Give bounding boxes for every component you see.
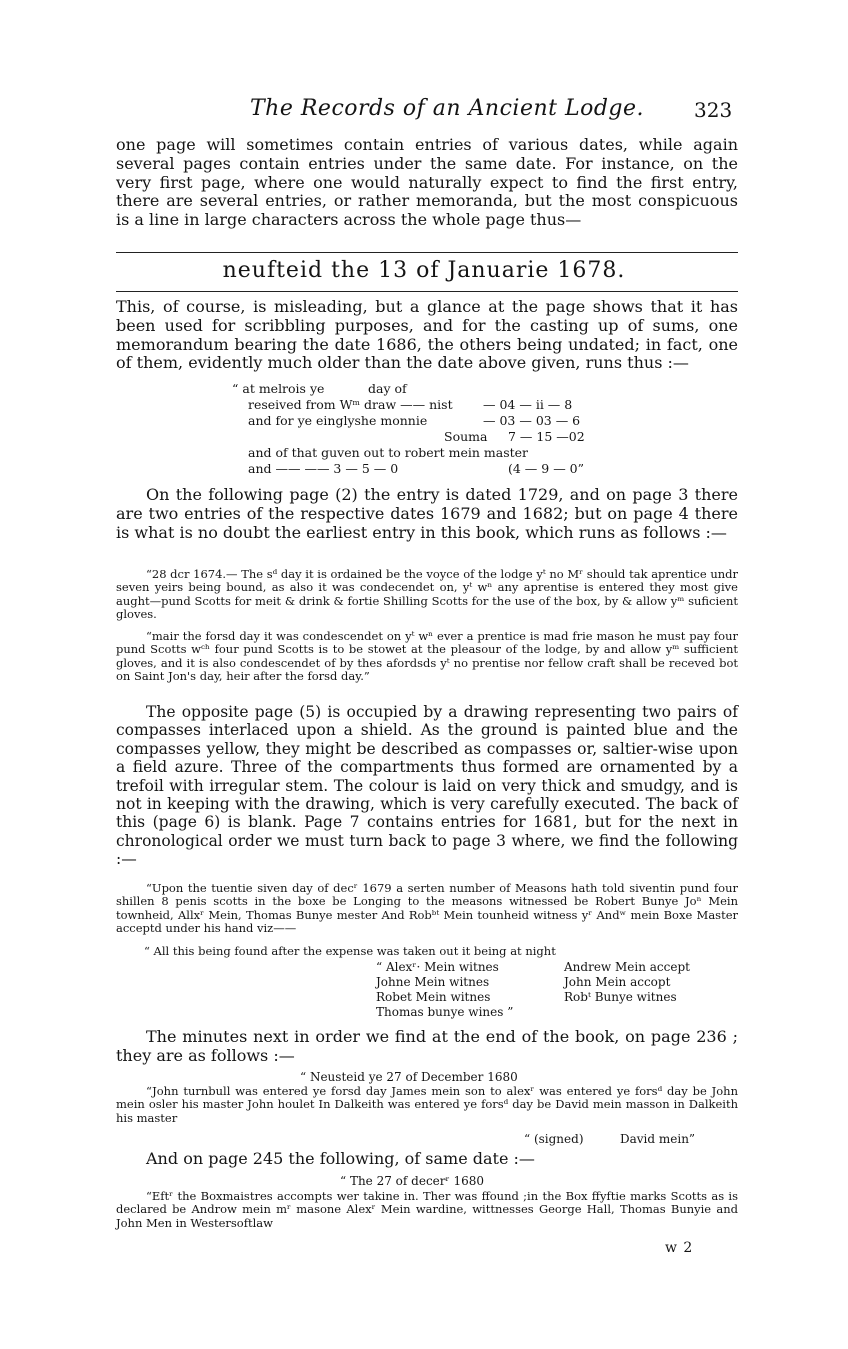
memo-line: Souma bbox=[444, 429, 488, 444]
quote-1680-body: “John turnbull was entered ye forsd day James mein son to alexʳ was entered ye forsᵈ day be John mein osler his master John houlet In Dalkeith was entered ye forsᵈ day be David mein masson in Dalkeith his master bbox=[116, 1084, 738, 1125]
quote-decer-body: “Eftʳ the Boxmaistres accompts wer takine in. Ther was ffound ;in the Box ffyftie marks Scotts as is declared be Androw mein mʳ masone Alexʳ Mein wardine, wittnesses George Hall, Thomas Bunyie and John Men in Westersoftlaw bbox=[116, 1189, 738, 1230]
quote-1679-cont: “ All this being found after the expense was taken out it being at night bbox=[144, 944, 556, 958]
paragraph-minutes: The minutes next in order we find at the end of the book, on page 236 ; they are as follows :— bbox=[116, 1027, 738, 1065]
witness-cell: John Mein accopt bbox=[564, 975, 671, 989]
rule-top bbox=[116, 252, 738, 253]
intro-paragraph: one page will sometimes contain entries of various dates, while again several pages contain entries under the same date. For instance, on the very first page, where one would naturally expect to find the first entry, there are several entries, or rather memoranda, but the most conspicuous is a line in large characters across the whole page thus— bbox=[116, 135, 738, 230]
witness-cell: Andrew Mein accept bbox=[564, 960, 690, 974]
quote-mair: “mair the forsd day it was condescendet on yᵗ wⁿ ever a prentice is mad frie mason he must pay four pund Scotts wᶜʰ four pund Scotts is to be stowet at the pleasour of the lodge, by and allow yᵐ sufficient gloves, and it is also condescendet of by thes afordsds yᵗ no prentise nor fellow craft shall be receved bot on Saint Jon's day, heir after the forsd day.” bbox=[116, 629, 738, 684]
running-title: The Records of an Ancient Lodge. bbox=[250, 96, 645, 121]
witness-cell: Johne Mein witnes bbox=[376, 975, 490, 989]
paragraph-misleading: This, of course, is misleading, but a glance at the page shows that it has been used for scribbling purposes, and for the casting up of sums, one memorandum bearing the date 1686, the others being undated; in fact, one of them, evidently much older than the date above given, runs thus :— bbox=[116, 297, 738, 373]
quote-1680-title: “ Neusteid ye 27 of December 1680 bbox=[300, 1070, 518, 1084]
memo-line: and for ye einglyshe monnie bbox=[248, 413, 428, 428]
quote-1680-signed: “ (signed) bbox=[524, 1132, 584, 1146]
quote-decer-title: “ The 27 of decerʳ 1680 bbox=[340, 1174, 485, 1188]
witness-cell: “ Alexʳ· Mein witnes bbox=[376, 960, 499, 974]
memo-line: and of that guven out to robert mein master bbox=[248, 445, 529, 460]
paragraph-page-245: And on page 245 the following, of same date :— bbox=[146, 1149, 535, 1168]
memo-line: (4 — 9 — 0” bbox=[508, 461, 585, 476]
page-header bbox=[0, 96, 848, 126]
witness-cell: Robᵗ Bunye witnes bbox=[564, 990, 677, 1004]
quote-1680-signatory: David mein” bbox=[620, 1132, 696, 1146]
rule-bottom bbox=[116, 291, 738, 292]
memo-line: — 03 — 03 — 6 bbox=[483, 413, 581, 428]
quote-1674: “28 dcr 1674.— The sᵈ day it is ordained be the voyce of the lodge yᵗ no Mʳ should tak aprentice undr seven yeirs being bound, as also it was condecendet on, yᵗ wⁿ any aprentise is entered they most give aught—pund Scotts for meit & drink & fortie Shilling Scotts for the use of the box, by & allow yᵐ suficient gloves. bbox=[116, 567, 738, 622]
memo-line: — 04 — ii — 8 bbox=[483, 397, 573, 412]
large-inscription: neufteid the 13 of Januarie 1678. bbox=[222, 258, 626, 283]
memo-line: day of bbox=[368, 381, 407, 396]
memo-line: 7 — 15 —02 bbox=[508, 429, 585, 444]
witness-cell: Thomas bunye wines ” bbox=[376, 1005, 514, 1019]
memo-line: “ at melrois ye bbox=[232, 381, 325, 396]
paragraph-following-page: On the following page (2) the entry is dated 1729, and on page 3 there are two entries of the respective dates 1679 and 1682; but on page 4 there is what is no doubt the earliest entry in this book, which runs as follows :— bbox=[116, 485, 738, 542]
memo-line: reseived from Wᵐ draw —— nist bbox=[248, 397, 453, 412]
paragraph-opposite-page: The opposite page (5) is occupied by a drawing representing two pairs of compasses interlaced upon a shield. As the ground is painted blue and the compasses yellow, they might be described as compasses or, saltier-wise upon a field azure. Three of the compartments thus formed are ornamented by a trefoil with irregular stem. The colour is laid on very thick and smudgy, and is not in keeping with the drawing, which is very carefully executed. The back of this (page 6) is blank. Page 7 contains entries for 1681, but for the next in chronological order we must turn back to page 3 where, we find the following :— bbox=[116, 703, 738, 869]
witness-cell: Robet Mein witnes bbox=[376, 990, 491, 1004]
page-number: 323 bbox=[694, 98, 733, 122]
memo-line: and —— —— 3 — 5 — 0 bbox=[248, 461, 399, 476]
quote-1679: “Upon the tuentie siven day of decʳ 1679 a serten number of Measons hath told siventin pund four shillen 8 penis scotts in the boxe be Longing to the measons witnessed be Robert Bunye Joⁿ Mein townheid, Allxʳ Mein, Thomas Bunye mester And Robᵇᵗ Mein tounheid witness yʳ Andʷ mein Boxe Master acceptd under his hand viz—— bbox=[116, 881, 738, 936]
signature-mark: w 2 bbox=[665, 1240, 694, 1256]
